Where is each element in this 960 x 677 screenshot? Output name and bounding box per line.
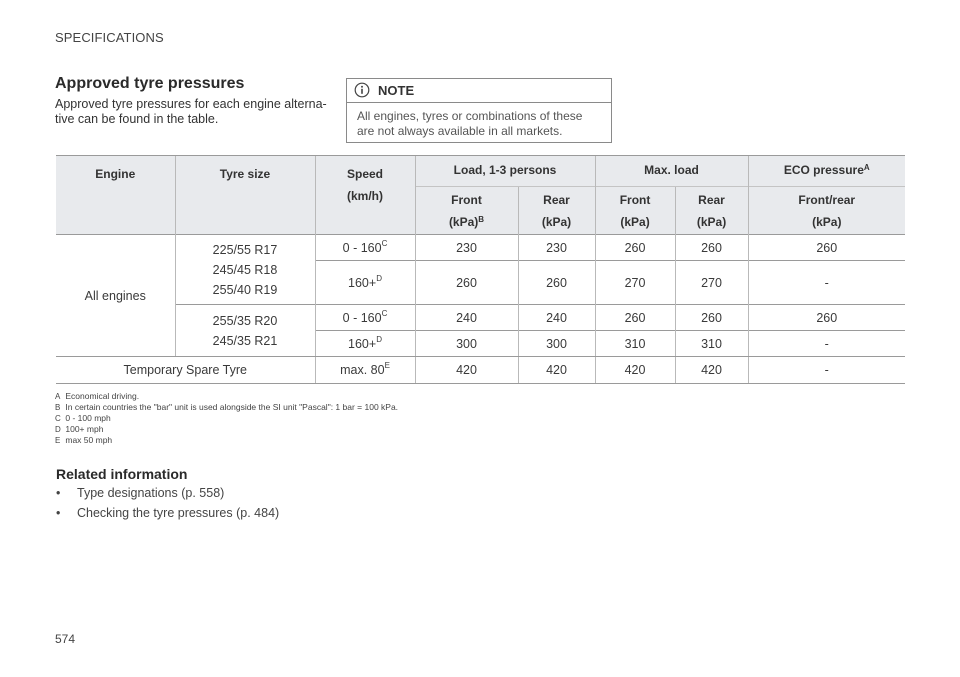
note-box	[346, 78, 612, 143]
eco-cell: -	[748, 331, 905, 357]
related-info-title: Related information	[56, 466, 188, 482]
related-link[interactable]: • Checking the tyre pressures (p. 484)	[56, 506, 280, 520]
eco-cell: -	[748, 261, 905, 305]
header-eco-pressure: ECO pressure$^A$	[748, 156, 905, 187]
speed-cell: 160+$^D$	[315, 331, 415, 357]
eco-cell: 260	[748, 235, 905, 261]
header-max-load: Max. load	[595, 156, 748, 187]
header-load-front: Front (kPa)$^B$	[415, 187, 518, 235]
header-max-front: Front (kPa)	[595, 187, 675, 235]
max-front-cell: 270	[595, 261, 675, 305]
eco-cell: -	[748, 357, 905, 384]
footnote-ref-a: A	[863, 163, 870, 172]
max-rear-cell: 260	[675, 305, 748, 331]
load-rear-cell: 300	[518, 331, 595, 357]
max-rear-cell: 260	[675, 235, 748, 261]
bullet-icon: •	[56, 486, 61, 500]
footnote: D 100+ mph	[55, 424, 104, 434]
header-eco-front-rear: Front/rear (kPa)	[748, 187, 905, 235]
max-front-cell: 260	[595, 235, 675, 261]
info-icon	[354, 82, 370, 98]
header-tyre-size: Tyre size	[175, 156, 315, 235]
footnote: A Economical driving.	[55, 391, 140, 401]
note-text: All engines, tyres or combinations of these are not always available in all markets.	[357, 109, 583, 138]
speed-cell: 160+$^D$	[315, 261, 415, 305]
load-front-cell: 260	[415, 261, 518, 305]
header-load-rear: Rear (kPa)	[518, 187, 595, 235]
footnote-ref-b: B	[478, 215, 485, 224]
note-header	[347, 79, 611, 103]
page-title: Approved tyre pressures	[55, 75, 245, 92]
related-link[interactable]: • Type designations (p. 558)	[56, 486, 225, 500]
speed-cell: max. $80^E$	[315, 357, 415, 384]
load-rear-cell: 260	[518, 261, 595, 305]
header-engine: Engine	[56, 156, 175, 235]
bullet-icon: •	[56, 506, 61, 520]
header-max-rear: Rear (kPa)	[675, 187, 748, 235]
footnote: B In certain countries the "bar" unit is used alongside the SI unit "Pascal": 1 bar = 100 kPa.	[55, 402, 399, 412]
max-rear-cell: 310	[675, 331, 748, 357]
table-row	[56, 235, 905, 261]
load-rear-cell: 420	[518, 357, 595, 384]
tyre-size-cell: 255/35 R20 245/35 R21	[175, 305, 315, 357]
page-number: 574	[55, 632, 76, 646]
engine-cell: All engines	[56, 235, 175, 357]
header-speed-unit: (km/h)	[347, 189, 383, 203]
load-front-cell: 300	[415, 331, 518, 357]
speed-cell: $0 - 160^C$	[315, 305, 415, 331]
max-front-cell: 260	[595, 305, 675, 331]
max-rear-cell: 270	[675, 261, 748, 305]
intro-text: Approved tyre pressures for each engine alterna-tive can be found in the table.	[55, 97, 327, 126]
load-rear-cell: 240	[518, 305, 595, 331]
tyre-pressure-table	[56, 155, 905, 384]
max-front-cell: 310	[595, 331, 675, 357]
section-header: SPECIFICATIONS	[55, 30, 164, 45]
footnote: C 0 - 100 mph	[55, 413, 111, 423]
tyre-size-cell: 225/55 R17 245/45 R18 255/40 R19	[175, 235, 315, 305]
load-front-cell: 420	[415, 357, 518, 384]
table-row	[56, 305, 905, 331]
header-load-persons: Load, 1-3 persons	[415, 156, 595, 187]
header-speed: Speed (km/h)	[315, 156, 415, 235]
eco-cell: 260	[748, 305, 905, 331]
max-front-cell: 420	[595, 357, 675, 384]
load-rear-cell: 230	[518, 235, 595, 261]
speed-cell: $0 - 160^C$	[315, 235, 415, 261]
max-rear-cell: 420	[675, 357, 748, 384]
spare-tyre-cell: Temporary Spare Tyre	[56, 357, 315, 384]
note-title: NOTE	[378, 83, 415, 98]
footnote: E max 50 mph	[55, 435, 113, 445]
load-front-cell: 230	[415, 235, 518, 261]
load-front-cell: 240	[415, 305, 518, 331]
table-row	[56, 357, 905, 384]
